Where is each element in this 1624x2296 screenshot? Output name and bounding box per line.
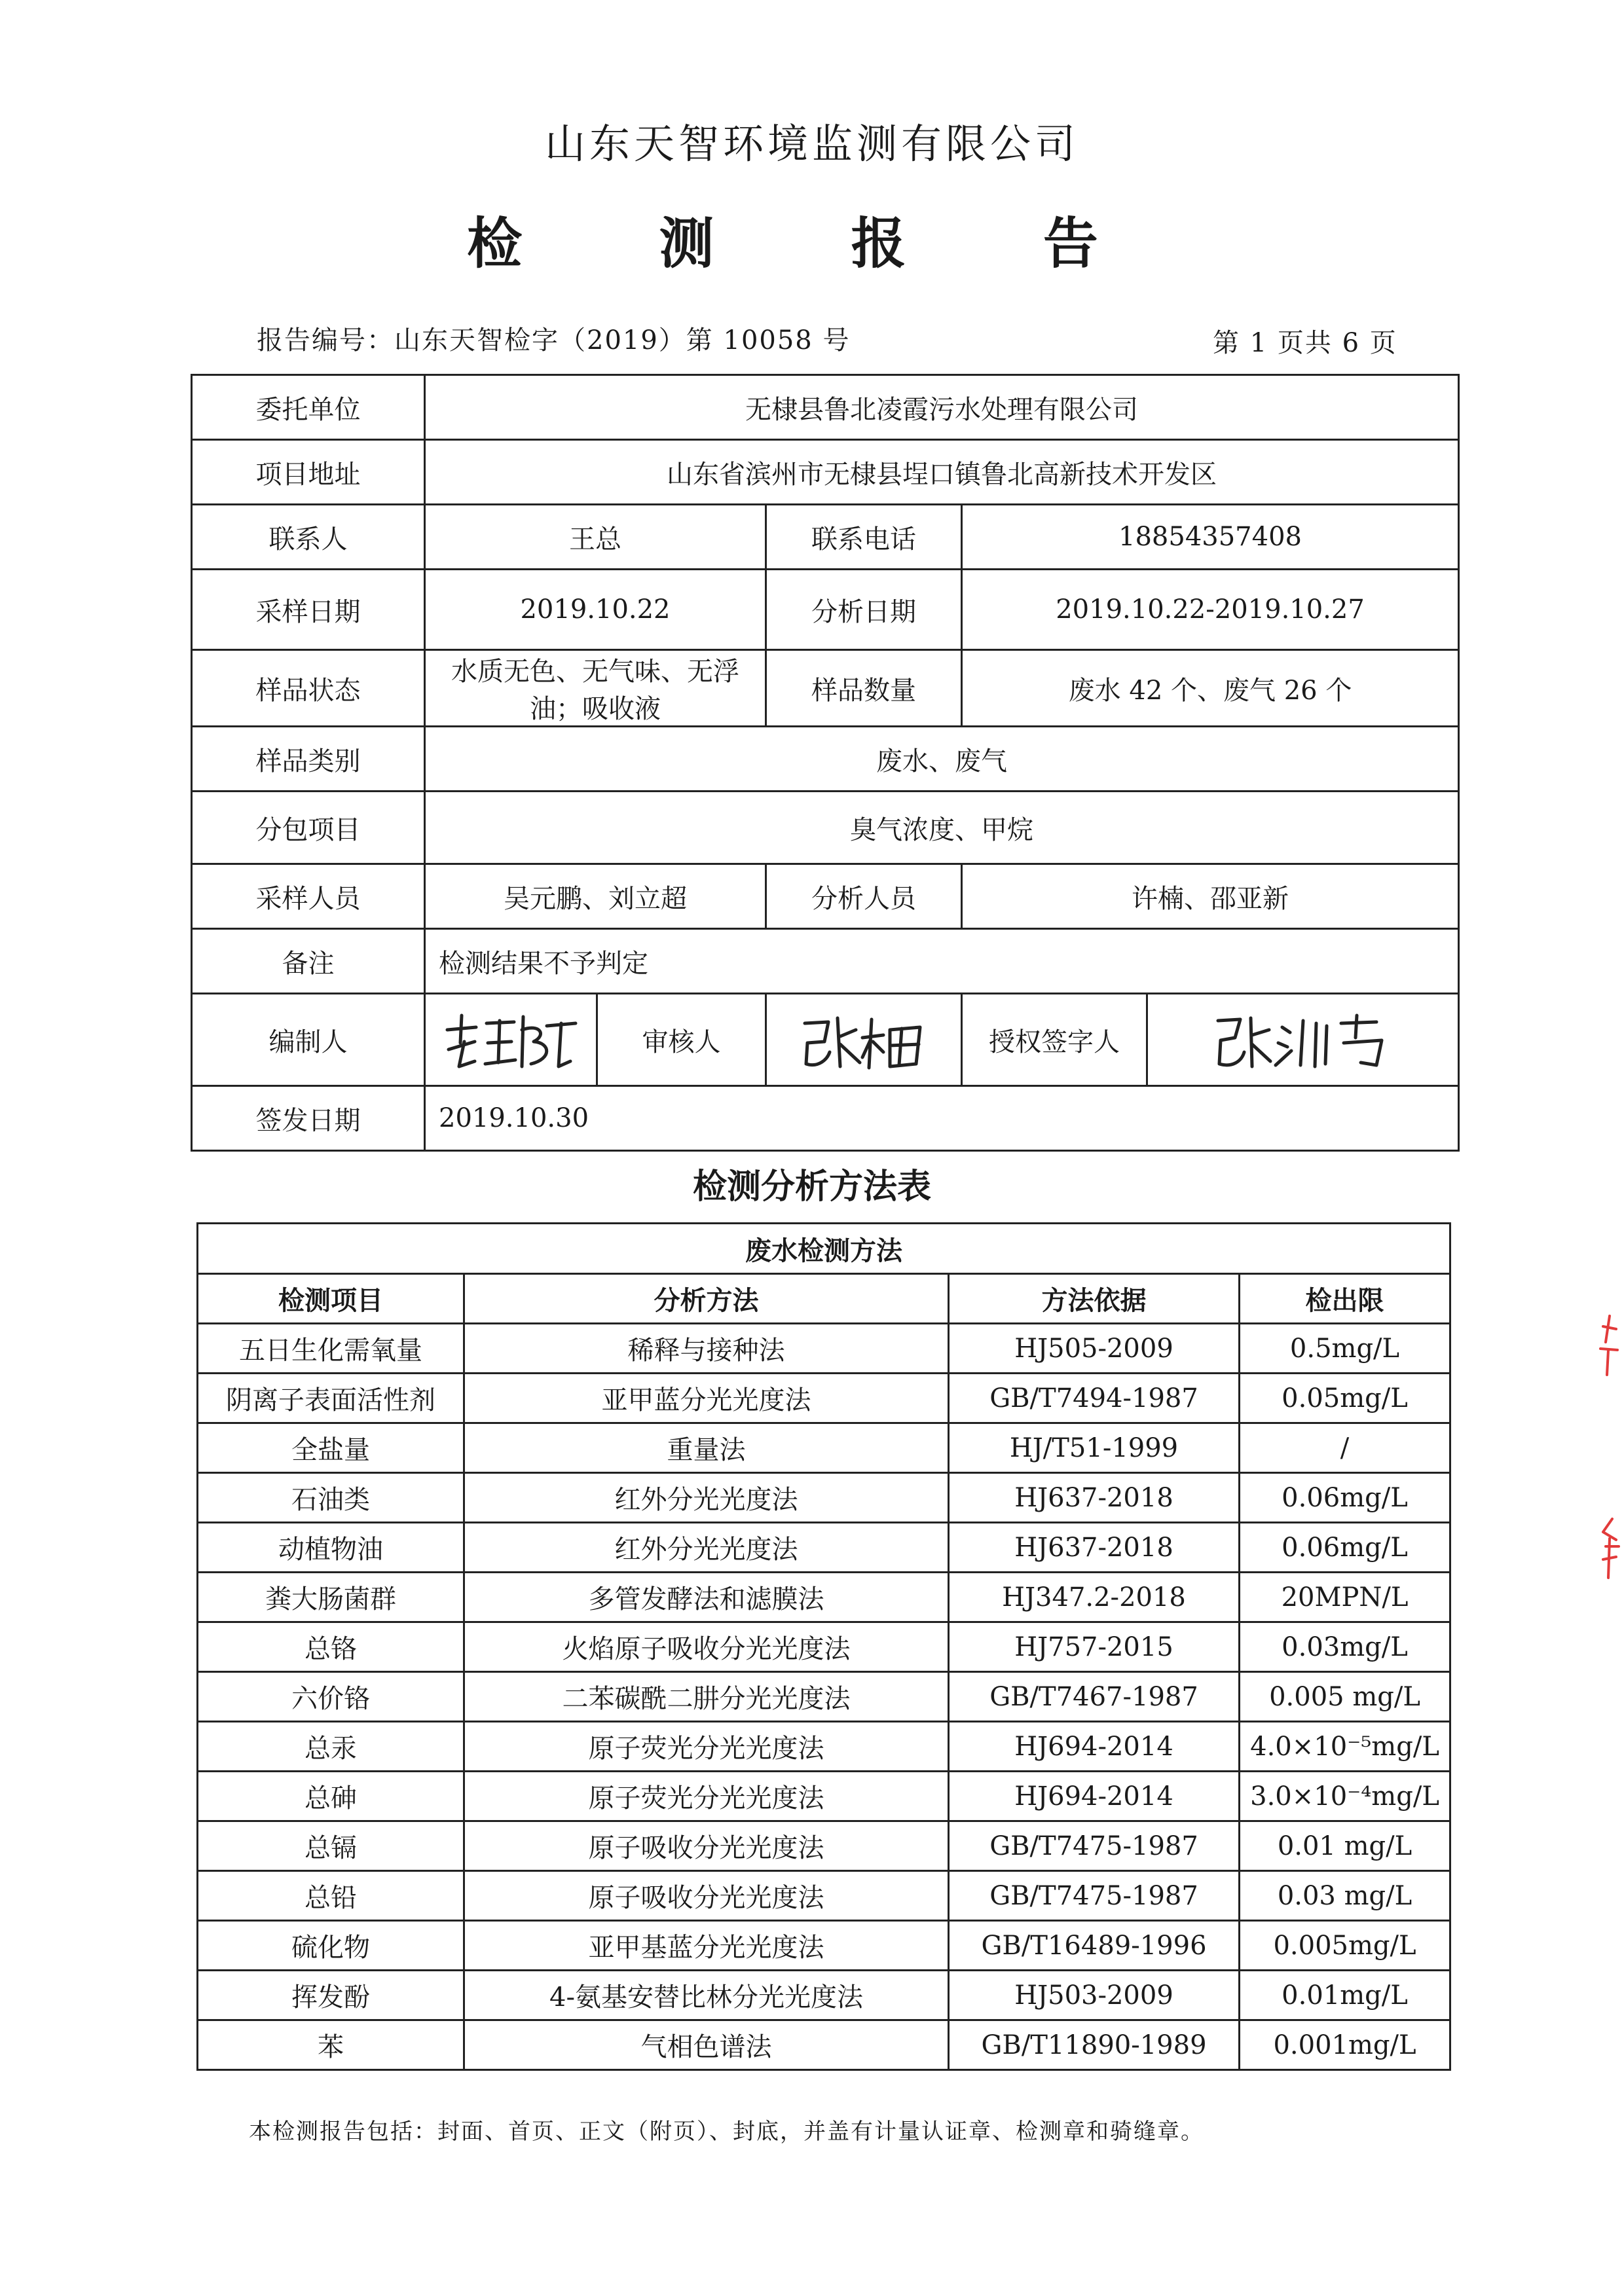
sample-type-value: 废水、废气 — [425, 727, 1459, 792]
method-basis: HJ505-2009 — [949, 1324, 1240, 1374]
subcontract-label: 分包项目 — [192, 792, 425, 864]
info-row-issue-date — [192, 1086, 1459, 1151]
method-name: 多管发酵法和滤膜法 — [464, 1573, 949, 1622]
header-method: 分析方法 — [464, 1274, 949, 1324]
method-name: 4-氨基安替比林分光光度法 — [464, 1971, 949, 2020]
method-basis: HJ757-2015 — [949, 1622, 1240, 1672]
seam-stamp-mark — [1583, 1303, 1620, 1617]
method-row — [198, 1324, 1450, 1374]
method-row — [198, 1672, 1450, 1722]
info-row-remark — [192, 929, 1459, 994]
method-name: 红外分光光度法 — [464, 1473, 949, 1523]
method-name: 气相色谱法 — [464, 2020, 949, 2070]
method-row — [198, 1523, 1450, 1573]
sample-date-value: 2019.10.22 — [425, 570, 766, 650]
methods-section-title: 检测分析方法表 — [692, 1167, 931, 1207]
page-number: 第 1 页共 6 页 — [1213, 328, 1397, 358]
method-basis: HJ637-2018 — [949, 1473, 1240, 1523]
method-limit: 20MPN/L — [1240, 1573, 1450, 1622]
method-item: 总镉 — [198, 1821, 464, 1871]
method-item: 阴离子表面活性剂 — [198, 1374, 464, 1423]
sample-qty-label: 样品数量 — [766, 650, 962, 727]
method-item: 六价铬 — [198, 1672, 464, 1722]
method-name: 火焰原子吸收分光光度法 — [464, 1622, 949, 1672]
sampler-label: 采样人员 — [192, 864, 425, 929]
method-limit: 3.0×10⁻⁴mg/L — [1240, 1772, 1450, 1821]
analyst-label: 分析人员 — [766, 864, 962, 929]
info-row-sample-state — [192, 650, 1459, 727]
header-limit: 检出限 — [1240, 1274, 1450, 1324]
address-label: 项目地址 — [192, 440, 425, 505]
method-limit: 0.005 mg/L — [1240, 1672, 1450, 1722]
method-basis: GB/T11890-1989 — [949, 2020, 1240, 2070]
method-row — [198, 1722, 1450, 1772]
remark-value: 检测结果不予判定 — [425, 929, 1459, 994]
methods-caption: 废水检测方法 — [198, 1224, 1450, 1274]
client-value: 无棣县鲁北凌霞污水处理有限公司 — [425, 375, 1459, 440]
method-basis: HJ503-2009 — [949, 1971, 1240, 2020]
method-row — [198, 1871, 1450, 1921]
analysis-date-value: 2019.10.22-2019.10.27 — [962, 570, 1459, 650]
preparer-label: 编制人 — [192, 994, 425, 1086]
company-name: 山东天智环境监测有限公司 — [544, 120, 1079, 168]
method-row — [198, 1573, 1450, 1622]
method-name: 重量法 — [464, 1423, 949, 1473]
sample-state-label: 样品状态 — [192, 650, 425, 727]
remark-label: 备注 — [192, 929, 425, 994]
method-row — [198, 1374, 1450, 1423]
client-label: 委托单位 — [192, 375, 425, 440]
method-name: 红外分光光度法 — [464, 1523, 949, 1573]
method-basis: HJ/T51-1999 — [949, 1423, 1240, 1473]
info-row-dates — [192, 570, 1459, 650]
info-row-sample-type — [192, 727, 1459, 792]
sampler-value: 吴元鹏、刘立超 — [425, 864, 766, 929]
header-basis: 方法依据 — [949, 1274, 1240, 1324]
method-basis: GB/T7467-1987 — [949, 1672, 1240, 1722]
signer-label: 授权签字人 — [962, 994, 1147, 1086]
method-row — [198, 1772, 1450, 1821]
method-item: 全盐量 — [198, 1423, 464, 1473]
analysis-date-label: 分析日期 — [766, 570, 962, 650]
method-item: 苯 — [198, 2020, 464, 2070]
method-limit: 0.5mg/L — [1240, 1324, 1450, 1374]
method-limit: 0.03mg/L — [1240, 1622, 1450, 1672]
method-limit: 0.005mg/L — [1240, 1921, 1450, 1971]
issue-date-value: 2019.10.30 — [425, 1086, 1459, 1151]
preparer-signature-image — [435, 1004, 586, 1076]
contact-value: 王总 — [425, 505, 766, 570]
method-name: 原子荧光分光光度法 — [464, 1722, 949, 1772]
method-basis: HJ637-2018 — [949, 1523, 1240, 1573]
reviewer-label: 审核人 — [597, 994, 766, 1086]
info-row-client — [192, 375, 1459, 440]
method-item: 总铬 — [198, 1622, 464, 1672]
issue-date-label: 签发日期 — [192, 1086, 425, 1151]
signer-signature — [1147, 994, 1459, 1086]
methods-body — [198, 1324, 1450, 2070]
phone-value: 18854357408 — [962, 505, 1459, 570]
methods-header-row — [198, 1274, 1450, 1324]
method-row — [198, 1821, 1450, 1871]
method-limit: 0.001mg/L — [1240, 2020, 1450, 2070]
sample-qty-value: 废水 42 个、废气 26 个 — [962, 650, 1459, 727]
info-row-address — [192, 440, 1459, 505]
method-row — [198, 1423, 1450, 1473]
phone-label: 联系电话 — [766, 505, 962, 570]
info-row-staff — [192, 864, 1459, 929]
method-row — [198, 1921, 1450, 1971]
sample-type-label: 样品类别 — [192, 727, 425, 792]
method-row — [198, 1971, 1450, 2020]
method-item: 石油类 — [198, 1473, 464, 1523]
report-info-table — [191, 374, 1460, 1152]
method-name: 原子吸收分光光度法 — [464, 1871, 949, 1921]
method-limit: / — [1240, 1423, 1450, 1473]
method-name: 原子吸收分光光度法 — [464, 1821, 949, 1871]
method-item: 总汞 — [198, 1722, 464, 1772]
method-name: 稀释与接种法 — [464, 1324, 949, 1374]
method-basis: HJ694-2014 — [949, 1772, 1240, 1821]
footer-note: 本检测报告包括：封面、首页、正文（附页）、封底，并盖有计量认证章、检测章和骑缝章。 — [249, 2119, 1204, 2145]
sample-date-label: 采样日期 — [192, 570, 425, 650]
info-row-contact — [192, 505, 1459, 570]
contact-label: 联系人 — [192, 505, 425, 570]
method-limit: 0.05mg/L — [1240, 1374, 1450, 1423]
preparer-signature — [425, 994, 597, 1086]
info-row-signatures — [192, 994, 1459, 1086]
address-value: 山东省滨州市无棣县埕口镇鲁北高新技术开发区 — [425, 440, 1459, 505]
methods-table — [196, 1222, 1451, 2071]
header-item: 检测项目 — [198, 1274, 464, 1324]
method-name: 原子荧光分光光度法 — [464, 1772, 949, 1821]
method-item: 五日生化需氧量 — [198, 1324, 464, 1374]
method-name: 二苯碳酰二肼分光光度法 — [464, 1672, 949, 1722]
method-row — [198, 2020, 1450, 2070]
method-limit: 0.03 mg/L — [1240, 1871, 1450, 1921]
method-item: 总铅 — [198, 1871, 464, 1921]
method-item: 动植物油 — [198, 1523, 464, 1573]
method-row — [198, 1622, 1450, 1672]
method-name: 亚甲蓝分光光度法 — [464, 1374, 949, 1423]
method-name: 亚甲基蓝分光光度法 — [464, 1921, 949, 1971]
reviewer-signature-image — [792, 1004, 936, 1076]
method-limit: 4.0×10⁻⁵mg/L — [1240, 1722, 1450, 1772]
sample-state-value: 水质无色、无气味、无浮油；吸收液 — [425, 650, 766, 727]
signer-signature-image — [1205, 1004, 1401, 1076]
method-limit: 0.06mg/L — [1240, 1523, 1450, 1573]
reviewer-signature — [766, 994, 962, 1086]
method-basis: GB/T16489-1996 — [949, 1921, 1240, 1971]
method-basis: GB/T7475-1987 — [949, 1871, 1240, 1921]
methods-caption-row — [198, 1224, 1450, 1274]
report-number: 报告编号：山东天智检字（2019）第 10058 号 — [257, 325, 851, 355]
method-basis: GB/T7475-1987 — [949, 1821, 1240, 1871]
method-basis: HJ694-2014 — [949, 1722, 1240, 1772]
method-limit: 0.01 mg/L — [1240, 1821, 1450, 1871]
method-item: 粪大肠菌群 — [198, 1573, 464, 1622]
method-row — [198, 1473, 1450, 1523]
method-item: 硫化物 — [198, 1921, 464, 1971]
method-item: 挥发酚 — [198, 1971, 464, 2020]
method-basis: HJ347.2-2018 — [949, 1573, 1240, 1622]
report-title: 检 测 报 告 — [467, 211, 1157, 276]
method-basis: GB/T7494-1987 — [949, 1374, 1240, 1423]
method-limit: 0.01mg/L — [1240, 1971, 1450, 2020]
method-limit: 0.06mg/L — [1240, 1473, 1450, 1523]
analyst-value: 许楠、邵亚新 — [962, 864, 1459, 929]
info-row-subcontract — [192, 792, 1459, 864]
subcontract-value: 臭气浓度、甲烷 — [425, 792, 1459, 864]
method-item: 总砷 — [198, 1772, 464, 1821]
